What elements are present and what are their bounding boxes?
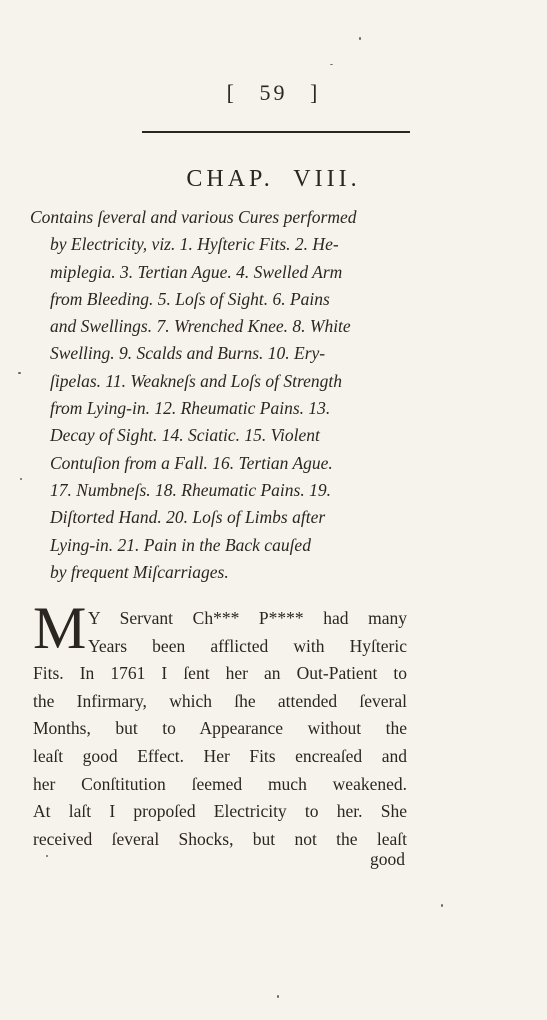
contents-line: Contains ſeveral and various Cures performed — [30, 207, 357, 227]
contents-line: by frequent Miſcarriages. — [50, 561, 229, 582]
paper-speck — [20, 478, 22, 480]
contents-line: Contuſion from a Fall. 16. Tertian Ague. — [50, 452, 333, 473]
drop-cap: M — [33, 595, 87, 661]
body-paragraph — [33, 605, 407, 853]
contents-line: Lying-in. 21. Pain in the Back cauſed — [50, 534, 311, 555]
paper-speck — [46, 855, 48, 857]
chapter-contents — [30, 204, 418, 586]
chapter-heading: CHAP. VIII. — [186, 166, 361, 192]
contents-line: from Lying-in. 12. Rheumatic Pains. 13. — [50, 398, 331, 419]
contents-line: and Swellings. 7. Wrenched Knee. 8. White — [50, 316, 351, 337]
paper-speck — [330, 64, 333, 65]
page-number: [ 59 ] — [226, 80, 321, 105]
body-line: Years been afflicted with Hyſteric — [88, 635, 407, 656]
body-line: received ſeveral Shocks, but not the leaſt — [33, 828, 407, 849]
body-line: At laſt I propoſed Electricity to her. She — [33, 801, 407, 822]
contents-line: ſipelas. 11. Weakneſs and Loſs of Strength — [50, 370, 342, 391]
contents-line: Swelling. 9. Scalds and Burns. 10. Ery- — [50, 343, 326, 364]
contents-line: miplegia. 3. Tertian Ague. 4. Swelled Arm — [50, 261, 343, 282]
contents-line: Decay of Sight. 14. Sciatic. 15. Violent — [50, 425, 320, 446]
body-line: leaſt good Effect. Her Fits encreaſed and — [33, 745, 407, 766]
body-line: Months, but to Appearance without the — [33, 718, 407, 739]
paper-speck — [359, 37, 361, 40]
contents-line: by Electricity, viz. 1. Hyſteric Fits. 2. He- — [50, 234, 339, 255]
paper-speck — [18, 372, 21, 374]
body-line: Fits. In 1761 I ſent her an Out-Patient to — [33, 663, 407, 684]
body-line: the Infirmary, which ſhe attended ſeveral — [33, 690, 407, 711]
header-rule — [142, 131, 410, 133]
body-line: Y Servant Ch*** P**** had many — [88, 608, 407, 628]
catchword: good — [370, 849, 405, 869]
contents-line: 17. Numbneſs. 18. Rheumatic Pains. 19. — [50, 479, 331, 500]
contents-line: from Bleeding. 5. Loſs of Sight. 6. Pains — [50, 288, 330, 309]
contents-line: Diſtorted Hand. 20. Loſs of Limbs after — [50, 507, 326, 528]
paper-speck — [441, 904, 443, 907]
paper-speck — [277, 995, 279, 998]
body-line: her Conſtitution ſeemed much weakened. — [33, 773, 407, 794]
